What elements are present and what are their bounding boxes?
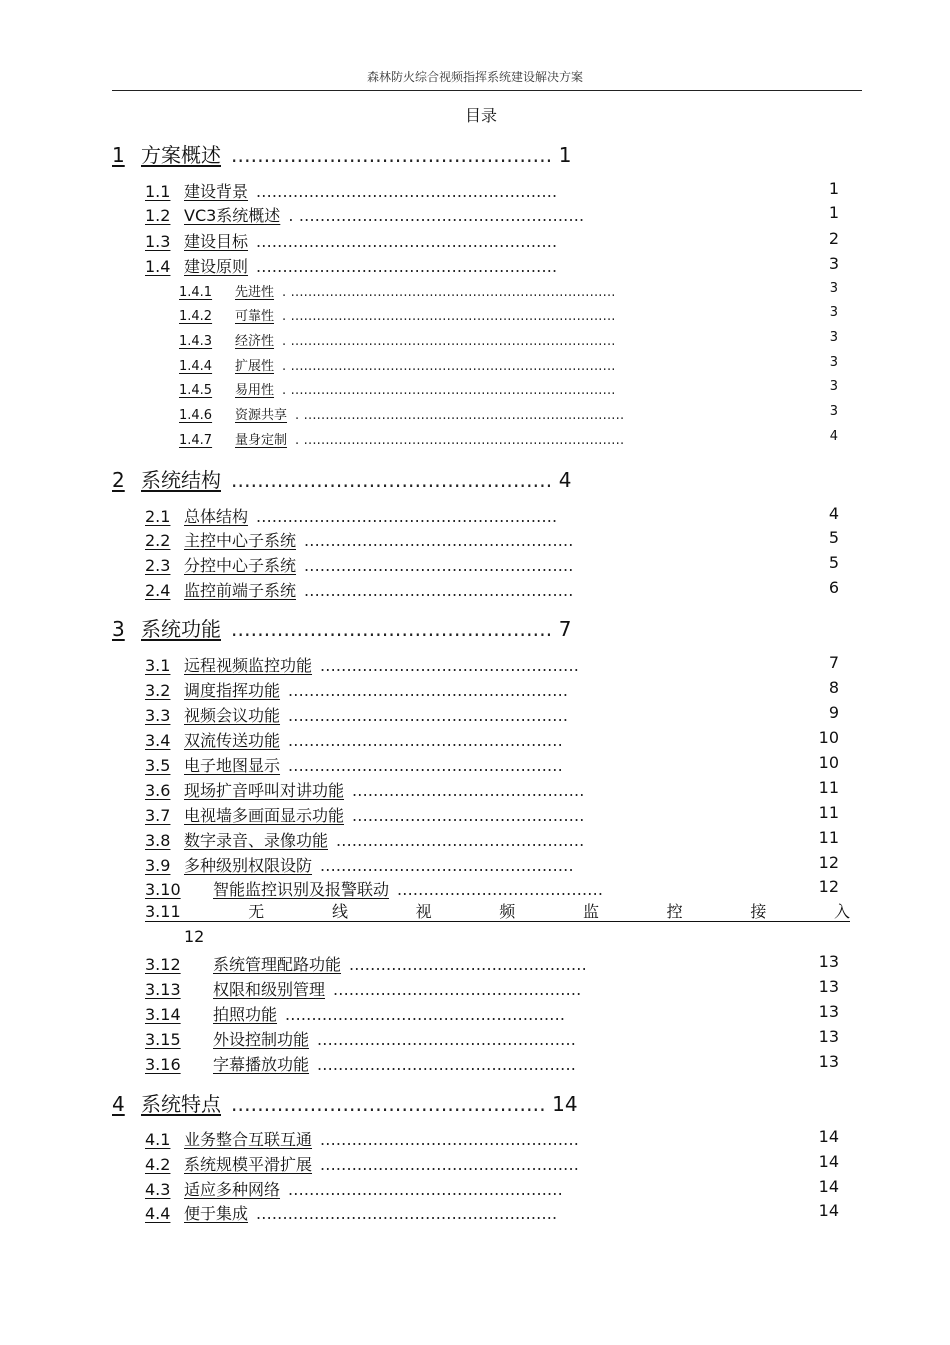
toc-leader-dots: . ........................................................................... (282, 285, 616, 300)
toc-entry-title: 经济性 (235, 334, 275, 349)
toc-entry-title: 建设背景 (184, 182, 249, 201)
toc-leader-dots: .................................................... (288, 756, 563, 775)
toc-entry-title-char: 入 (833, 902, 850, 921)
toc-entry-number: 3.4 (145, 731, 171, 750)
toc-entry-page: 11 (818, 803, 839, 822)
toc-entry-title: 总体结构 (184, 507, 249, 526)
toc-entry-title: 智能监控识别及报警联动 (213, 880, 390, 899)
toc-entry-title: 可靠性 (235, 309, 275, 324)
toc-leader-dots: ................................................. (320, 656, 580, 675)
toc-entry-3-2[interactable] (145, 678, 839, 701)
toc-leader-dots: ..................................................... (288, 706, 569, 725)
toc-entry-title: 业务整合互联互通 (184, 1130, 313, 1149)
toc-entry-number: 4.4 (145, 1204, 171, 1223)
toc-leader-dots: ................................................. (231, 468, 553, 492)
toc-entry-page: 3 (829, 281, 838, 296)
toc-entry-page: 3 (829, 379, 838, 394)
toc-entry-number: 3.13 (145, 980, 181, 999)
toc-leader-dots: ................................................... (304, 531, 574, 550)
toc-entry-4-1[interactable] (145, 1127, 839, 1150)
toc-entry-title: 电视墙多画面显示功能 (184, 806, 345, 825)
toc-entry-title: 系统规模平滑扩展 (184, 1155, 313, 1174)
toc-entry-title: 现场扩音呼叫对讲功能 (184, 781, 345, 800)
toc-leader-dots: ............................................. (349, 955, 587, 974)
toc-entry-2-2[interactable] (145, 528, 839, 551)
toc-entry-page: 14 (818, 1177, 839, 1196)
toc-entry-4[interactable] (112, 1088, 578, 1117)
toc-leader-dots: ................................................... (304, 556, 574, 575)
toc-entry-title-char: 视 (415, 902, 432, 921)
toc-leader-dots: ................................................. (320, 1155, 580, 1174)
toc-entry-1-4[interactable] (145, 254, 839, 277)
toc-entry-3[interactable] (112, 613, 571, 642)
toc-entry-title: 系统结构 (141, 468, 221, 492)
toc-entry-page: 7 (828, 653, 839, 672)
toc-leader-dots: ......................................................... (256, 257, 558, 276)
toc-entry-page: 10 (818, 728, 839, 747)
toc-entry-number: 3.12 (145, 955, 181, 974)
toc-entry-number: 1.4.5 (179, 383, 213, 398)
toc-entry-number: 3.15 (145, 1030, 181, 1049)
toc-entry-number: 3.7 (145, 806, 171, 825)
toc-entry-title-char: 接 (750, 902, 767, 921)
toc-entry-page: 13 (818, 1052, 839, 1071)
toc-entry-title: VC3系统概述 (184, 206, 281, 225)
toc-entry-number: 3.3 (145, 706, 171, 725)
toc-entry-page: 11 (818, 828, 839, 847)
toc-entry-page: 1 (828, 179, 839, 198)
toc-entry-title: 电子地图显示 (184, 756, 281, 775)
toc-entry-number: 3.10 (145, 880, 181, 899)
toc-entry-page: 13 (818, 952, 839, 971)
toc-entry-page: 13 (818, 1027, 839, 1046)
toc-entry-number: 1.4.2 (179, 309, 213, 324)
toc-leader-dots: .................................................... (288, 1180, 563, 1199)
toc-leader-dots: ............................................... (336, 831, 585, 850)
toc-entry-number: 1.4.4 (179, 359, 213, 374)
toc-entry-title: 多种级别权限设防 (184, 856, 313, 875)
toc-entry-1-4-5[interactable] (179, 379, 838, 398)
toc-entry-page: 2 (828, 229, 839, 248)
toc-entry-number: 3.5 (145, 756, 171, 775)
toc-entry-title: 调度指挥功能 (184, 681, 281, 700)
toc-leader-dots: ................................................ (231, 1092, 546, 1116)
toc-entry-1-2[interactable] (145, 203, 839, 226)
toc-leader-dots: . ........................................................................... (282, 359, 616, 374)
toc-entry-1-4-2[interactable] (179, 305, 838, 324)
toc-entry-title-char: 无 (248, 902, 265, 921)
toc-leader-dots: ......................................................... (256, 507, 558, 526)
toc-entry-page: 10 (818, 753, 839, 772)
toc-entry-page: 4 (558, 468, 572, 492)
toc-entry-number: 4 (112, 1092, 125, 1116)
toc-entry-title: 先进性 (235, 285, 275, 300)
toc-entry-page: 6 (828, 578, 839, 597)
toc-entry-number: 1.3 (145, 232, 171, 251)
toc-leader-dots: ................................................ (320, 856, 574, 875)
toc-leader-dots: ................................................. (231, 617, 553, 641)
toc-leader-dots: ......................................................... (256, 232, 558, 251)
toc-entry-title-char: 控 (666, 902, 683, 921)
toc-entry-title-char: 频 (499, 902, 516, 921)
toc-entry-2-1[interactable] (145, 504, 839, 527)
toc-leader-dots: ..................................................... (285, 1005, 566, 1024)
toc-entry-title: 系统管理配路功能 (213, 955, 342, 974)
toc-entry-number: 3.14 (145, 1005, 181, 1024)
toc-entry-1-4-1[interactable] (179, 281, 838, 300)
toc-leader-dots: ....................................... (397, 880, 604, 899)
toc-entry-title: 权限和级别管理 (213, 980, 326, 999)
toc-leader-dots: . ........................................................................... (282, 334, 616, 349)
toc-leader-dots: ................................................... (304, 581, 574, 600)
toc-entry-3-3[interactable] (145, 703, 839, 726)
toc-entry-number: 1.4.1 (179, 285, 213, 300)
toc-entry-page: 3 (828, 254, 839, 273)
toc-entry-number: 3.6 (145, 781, 171, 800)
toc-entry-title: 易用性 (235, 383, 275, 398)
toc-entry-title: 数字录音、录像功能 (184, 831, 329, 850)
toc-entry-title: 双流传送功能 (184, 731, 281, 750)
toc-entry-number: 4.1 (145, 1130, 171, 1149)
toc-entry-1-4-6[interactable] (179, 404, 838, 423)
toc-entry-page: 3 (829, 305, 838, 320)
toc-entry-page: 3 (829, 330, 838, 345)
toc-entry-3-14[interactable] (145, 1002, 839, 1025)
toc-entry-number: 2.3 (145, 556, 171, 575)
toc-entry-title: 建设目标 (184, 232, 249, 251)
toc-entry-page: 14 (552, 1092, 578, 1116)
toc-entry-title: 拍照功能 (213, 1005, 278, 1024)
toc-entry-3-6[interactable] (145, 778, 839, 801)
toc-entry-title: 系统特点 (141, 1092, 221, 1116)
toc-leader-dots: . ........................................................................... (282, 383, 616, 398)
toc-entry-title: 系统功能 (141, 617, 221, 641)
toc-entry-2-4[interactable] (145, 578, 839, 601)
toc-entry-2[interactable] (112, 464, 571, 493)
toc-entry-page: 14 (818, 1201, 839, 1220)
toc-leader-dots: ................................................. (320, 1130, 580, 1149)
toc-entry-title: 扩展性 (235, 359, 275, 374)
toc-entry-1-4-3[interactable] (179, 330, 838, 349)
toc-entry-3-5[interactable] (145, 753, 839, 776)
toc-entry-3-10[interactable] (145, 877, 839, 900)
toc-entry-number: 3.8 (145, 831, 171, 850)
toc-title: 目录 (464, 106, 497, 125)
toc-entry-page: 12 (184, 927, 205, 946)
toc-entry-3-1[interactable] (145, 653, 839, 676)
toc-leader-dots: ................................................. (317, 1055, 577, 1074)
toc-entry-number: 3.11 (145, 902, 181, 921)
toc-entry-page: 1 (558, 143, 572, 167)
toc-entry-title: 监控前端子系统 (184, 581, 297, 600)
toc-entry-title: 远程视频监控功能 (184, 656, 313, 675)
toc-entry-number: 2 (112, 468, 125, 492)
toc-entry-3-9[interactable] (145, 853, 839, 876)
toc-leader-dots: ................................................. (231, 143, 553, 167)
toc-entry-page: 13 (818, 1002, 839, 1021)
toc-entry-page: 14 (818, 1152, 839, 1171)
toc-leader-dots: ............................................... (333, 980, 582, 999)
toc-entry-3-4[interactable] (145, 728, 839, 751)
toc-entry-page: 9 (828, 703, 839, 722)
toc-entry-title: 便于集成 (184, 1204, 249, 1223)
toc-leader-dots: ......................................................... (256, 182, 558, 201)
toc-entry-number: 2.2 (145, 531, 171, 550)
toc-leader-dots: . ...................................................... (288, 206, 585, 225)
toc-entry-page: 14 (818, 1127, 839, 1146)
toc-leader-dots: . .......................................................................... (295, 433, 625, 448)
toc-entry-title: 主控中心子系统 (184, 531, 297, 550)
toc-leader-dots: .................................................... (288, 731, 563, 750)
toc-entry-4-3[interactable] (145, 1177, 839, 1200)
toc-entry-3-7[interactable] (145, 803, 839, 826)
toc-entry-1-1[interactable] (145, 179, 839, 202)
toc-entry-1-4-7[interactable] (179, 429, 838, 448)
toc-entry-number: 4.2 (145, 1155, 171, 1174)
toc-entry-title-char: 监 (582, 902, 599, 921)
page-header: 森林防火综合视频指挥系统建设解决方案 (366, 70, 583, 84)
toc-entry-number: 3.2 (145, 681, 171, 700)
toc-entry-title: 视频会议功能 (184, 706, 281, 725)
toc-entry-number: 1 (112, 143, 125, 167)
toc-entry-4-4[interactable] (145, 1201, 839, 1224)
toc-entry-title-char: 线 (331, 902, 348, 921)
toc-leader-dots: ..................................................... (288, 681, 569, 700)
toc-entry-page: 5 (828, 553, 839, 572)
toc-entry-page: 3 (829, 404, 838, 419)
toc-entry-3-12[interactable] (145, 952, 839, 975)
toc-entry-title: 资源共享 (235, 408, 288, 423)
toc-entry-number: 1.4.3 (179, 334, 213, 349)
toc-entry-number: 3.16 (145, 1055, 181, 1074)
toc-entry-page: 13 (818, 977, 839, 996)
toc-entry-1-4-4[interactable] (179, 355, 838, 374)
toc-entry-page: 4 (829, 429, 838, 444)
toc-entry-title: 适应多种网络 (184, 1180, 281, 1199)
toc-entry-title: 量身定制 (235, 433, 288, 448)
toc-entry-page: 12 (818, 877, 839, 896)
toc-leader-dots: ............................................ (352, 806, 585, 825)
toc-entry-title: 建设原则 (184, 257, 249, 276)
toc-entry-number: 2.1 (145, 507, 171, 526)
toc-entry-page: 8 (828, 678, 839, 697)
toc-entry-1[interactable] (112, 139, 571, 168)
toc-entry-number: 1.4 (145, 257, 171, 276)
toc-entry-number: 1.2 (145, 206, 171, 225)
toc-entry-3-15[interactable] (145, 1027, 839, 1050)
toc-entry-page: 4 (828, 504, 839, 523)
toc-entry-number: 3.1 (145, 656, 171, 675)
toc-entry-number: 1.1 (145, 182, 171, 201)
toc-entry-page: 1 (828, 203, 839, 222)
toc-entry-number: 3.9 (145, 856, 171, 875)
toc-leader-dots: ......................................................... (256, 1204, 558, 1223)
toc-entry-number: 4.3 (145, 1180, 171, 1199)
toc-entry-3-13[interactable] (145, 977, 839, 1000)
toc-entry-title: 字幕播放功能 (213, 1055, 310, 1074)
toc-leader-dots: ................................................. (317, 1030, 577, 1049)
toc-leader-dots: . .......................................................................... (295, 408, 625, 423)
toc-entry-title: 外设控制功能 (213, 1030, 310, 1049)
toc-entry-number: 1.4.6 (179, 408, 213, 423)
toc-entry-number: 2.4 (145, 581, 171, 600)
toc-leader-dots: ............................................ (352, 781, 585, 800)
toc-entry-page: 12 (818, 853, 839, 872)
toc-entry-1-3[interactable] (145, 229, 839, 252)
toc-entry-title: 分控中心子系统 (184, 556, 297, 575)
toc-entry-page: 5 (828, 528, 839, 547)
toc-entry-number: 1.4.7 (179, 433, 213, 448)
toc-entry-number: 3 (112, 617, 125, 641)
header-divider (112, 90, 862, 91)
toc-entry-page: 3 (829, 355, 838, 370)
toc-entry-3-8[interactable] (145, 828, 839, 851)
toc-entry-3-11[interactable] (145, 902, 850, 922)
toc-entry-page: 7 (558, 617, 572, 641)
toc-entry-page: 11 (818, 778, 839, 797)
toc-entry-3-16[interactable] (145, 1052, 839, 1075)
toc-leader-dots: . ........................................................................... (282, 309, 616, 324)
toc-entry-4-2[interactable] (145, 1152, 839, 1175)
toc-entry-2-3[interactable] (145, 553, 839, 576)
toc-entry-title: 方案概述 (141, 143, 221, 167)
